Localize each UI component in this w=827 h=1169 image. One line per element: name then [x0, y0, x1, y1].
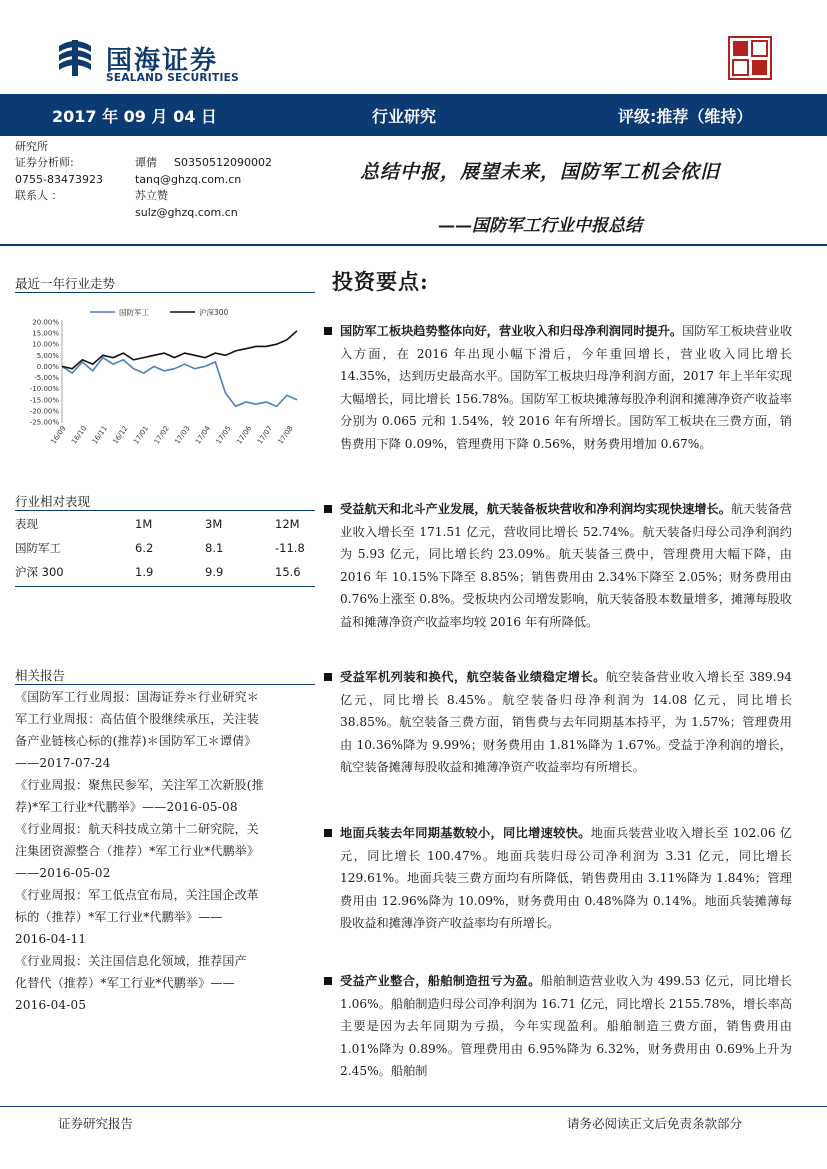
chart-legend [90, 307, 229, 317]
y-tick-label: 10.00% [32, 340, 59, 349]
key-point-lead: 国防军工板块趋势整体向好，营业收入和归母净利润同时提升。 [340, 324, 683, 338]
report-line: ——2017-07-24 [15, 756, 111, 770]
key-points-heading: 投资要点: [332, 269, 429, 294]
key-point-item [340, 822, 792, 935]
y-tick-label: -10.00% [29, 385, 59, 394]
key-point-lead: 受益航天和北斗产业发展，航天装备板块营收和净利润均实现快速增长。 [340, 502, 731, 516]
key-point-item [340, 320, 792, 456]
key-point-item [340, 666, 792, 779]
performance-table [15, 512, 315, 584]
report-title: 总结中报，展望未来，国防军工机会依旧 [360, 161, 721, 183]
industry-rating: 评级:推荐（维持） [618, 107, 753, 126]
legend-label-hs300: 沪深300 [199, 308, 229, 317]
key-point-body: 船舶制造营业收入为 499.53 亿元，同比增长 1.06%。船舶制造归母公司净利润为 16.71 亿元，同比增长 2155.78%，增长率高主要是因为去年同期为亏损，今年实现盈利。船舶制造三费方面，销售费用由 1.01%降为 0.89%。管理费用由 6.95%降为 6.32%，财务费用由 0.69%上升为 2.45%。船舶制 [340, 974, 792, 1079]
x-tick-label: 17/03 [173, 424, 192, 446]
y-tick-label: 15.00% [32, 329, 59, 338]
x-tick-label: 17/08 [276, 424, 295, 446]
bullet-icon [324, 829, 332, 837]
header-bar [0, 94, 827, 136]
x-tick-label: 17/01 [132, 424, 151, 446]
table-cell: 15.6 [275, 565, 301, 579]
report-line[interactable]: 《行业周报：军工低点宜布局，关注国企改革 [15, 888, 260, 902]
x-tick-label: 17/04 [193, 424, 213, 446]
x-tick-label: 16/09 [49, 424, 68, 446]
table-cell: 1.9 [135, 565, 154, 579]
x-tick-label: 16/11 [90, 424, 109, 446]
contact-name: 苏立赞 [135, 189, 168, 202]
brand-name-en: SEALAND SECURITIES [106, 72, 239, 84]
performance-divider-bottom [15, 586, 315, 587]
table-header-cell: 1M [135, 517, 153, 531]
key-point-item [340, 498, 792, 634]
key-point-lead: 受益军机列装和换代，航空装备业绩稳定增长。 [340, 670, 606, 684]
performance-heading: 行业相对表现 [15, 494, 91, 509]
industry-trend-chart [15, 300, 315, 460]
report-category: 行业研究 [372, 107, 437, 126]
table-header-cell: 表现 [15, 517, 38, 531]
y-tick-label: -15.00% [29, 396, 59, 405]
table-row [15, 536, 315, 560]
bullet-icon [324, 505, 332, 513]
report-line: ——2016-05-02 [15, 866, 111, 880]
footer-disclaimer[interactable]: 请务必阅读正文后免责条款部分 [567, 1116, 743, 1131]
y-tick-label: -5.00% [34, 374, 59, 383]
series-line-defense [62, 358, 297, 407]
bullet-icon [324, 977, 332, 985]
table-cell: 国防军工 [15, 541, 61, 555]
x-tick-label: 17/02 [152, 424, 171, 446]
x-tick-label: 16/12 [111, 424, 130, 446]
report-subtitle: ——国防军工行业中报总结 [438, 216, 642, 236]
contact-label: 联系人 ： [15, 189, 63, 202]
table-header-cell: 3M [205, 517, 223, 531]
institute-label: 研究所 [15, 140, 48, 153]
key-point-body: 航空装备营业收入增长至 389.94 亿元，同比增长 8.45%。航空装备归母净利润为 14.08 亿元，同比增长 38.85%。航空装备三费方面，销售费与去年同期基本持平，为 1.57%；管理费用由 10.36%降为 9.99%；财务费用由 1.81%降为 1.67%。受益于净利润的增长，航空装备摊薄每股收益和摊薄净资产收益率均有所增长。 [340, 670, 792, 775]
table-header-cell: 12M [275, 517, 300, 531]
bullet-icon [324, 673, 332, 681]
report-line[interactable]: 注集团资源整合（推荐）*军工行业*代鹏举》 [15, 844, 260, 858]
y-tick-label: 20.00% [32, 318, 59, 327]
research-seal-icon [728, 36, 772, 80]
key-point-body: 地面兵装营业收入增长至 102.06 亿元，同比增长 100.47%。地面兵装归母公司净利润为 3.31 亿元，同比增长 129.61%。地面兵装三费方面均有所降低，销售费用由 3.11%降为 1.84%；管理费用由 12.96%降为 10.09%，财务费用由 0.48%降为 0.14%。地面兵装摊薄每股收益和摊薄净资产收益率均有所增长。 [340, 826, 792, 931]
y-tick-label: 5.00% [36, 351, 59, 360]
x-tick-label: 17/06 [235, 424, 254, 446]
y-tick-label: -20.00% [29, 407, 59, 416]
x-tick-label: 16/10 [70, 424, 89, 446]
analyst-email[interactable]: tanq@ghzq.com.cn [135, 173, 242, 186]
related-reports-heading: 相关报告 [15, 668, 66, 683]
report-line: 2016-04-11 [15, 932, 87, 946]
table-cell: 9.9 [205, 565, 224, 579]
report-line[interactable]: 《行业周报：关注国信息化领域，推荐国产 [15, 954, 247, 968]
reports-divider [15, 684, 315, 685]
table-cell: 8.1 [205, 541, 224, 555]
footer-divider [0, 1106, 827, 1107]
performance-divider-top [15, 510, 315, 511]
analyst-name: 谭倩 [135, 156, 157, 169]
header-divider [0, 244, 827, 246]
report-line[interactable]: 化替代（推荐）*军工行业*代鹏举》—— [15, 976, 235, 990]
footer-left-label: 证券研究报告 [58, 1116, 134, 1131]
trend-divider [15, 292, 315, 293]
y-tick-label: 0.00% [36, 362, 59, 371]
table-cell: 6.2 [135, 541, 154, 555]
y-tick-label: -25.00% [29, 418, 59, 427]
report-line[interactable]: 备产业链核心标的(推荐)＊国防军工＊谭倩》 [15, 734, 257, 748]
key-point-lead: 地面兵装去年同期基数较小，同比增速较快。 [340, 826, 591, 840]
related-reports-list [15, 686, 315, 1016]
x-tick-label: 17/05 [214, 424, 233, 446]
key-point-body: 国防军工板块营业收入方面，在 2016 年出现小幅下滑后，今年重回增长，营业收入同比增长 14.35%，达到历史最高水平。国防军工板块归母净利润方面，2017 年上半年实现大幅增长，同比增长 156.78%。国防军工板块摊薄每股净利润和摊薄净资产收益率分别为 0.065 元和 1.54%，较 2016 年有所增长。国防军工板块在三费方面，销售费用下降 0.09%，管理费用下降 0.56%，财务费用增加 0.67%。 [340, 324, 793, 451]
analyst-phone: 0755-83473923 [15, 173, 103, 186]
report-date: 2017 年 09 月 04 日 [52, 107, 217, 126]
x-tick-label: 17/07 [255, 424, 275, 446]
key-point-lead: 受益产业整合，船舶制造扭亏为盈。 [340, 974, 541, 988]
report-line[interactable]: 《行业周报：航天科技成立第十二研究院，关 [15, 822, 260, 836]
contact-email[interactable]: sulz@ghzq.com.cn [135, 206, 238, 219]
brand-name-cn: 国海证券 [106, 46, 219, 76]
report-line[interactable]: 军工行业周报：高估值个股继续承压，关注装 [15, 712, 260, 726]
trend-heading: 最近一年行业走势 [15, 276, 116, 291]
report-line: 2016-04-05 [15, 998, 87, 1012]
table-cell: -11.8 [275, 541, 305, 555]
key-point-item [340, 970, 792, 1083]
analyst-label: 证券分析师: [15, 156, 74, 169]
sealand-logo-icon [55, 38, 95, 78]
table-row [15, 560, 315, 584]
table-row [15, 512, 315, 536]
legend-label-defense: 国防军工 [119, 308, 149, 317]
key-point-body: 航天装备营业收入增长至 171.51 亿元，营收同比增长 52.74%。航天装备归母公司净利润约为 5.93 亿元，同比增长约 23.09%。航天装备三费中，管理费用大幅下降，由 2016 年 10.15%下降至 8.85%；销售费用由 2.34%下降至 2.05%；财务费用由 0.76%上涨至 0.8%。受板块内公司增发影响，航天装备股本数量增多，摊薄每股收益和摊薄净资产收益率均较 2016 年有所降低。 [340, 502, 793, 629]
bullet-icon [324, 327, 332, 335]
report-line[interactable]: 标的（推荐）*军工行业*代鹏举》—— [15, 910, 223, 924]
report-line[interactable]: 《国防军工行业周报：国海证券＊行业研究＊ [15, 690, 260, 704]
table-cell: 沪深 300 [15, 565, 64, 579]
series-line-hs300 [62, 331, 297, 369]
analyst-id: S0350512090002 [174, 156, 272, 169]
report-line[interactable]: 《行业周报：聚焦民参军，关注军工次新股(推 [15, 778, 264, 792]
report-line[interactable]: 荐)*军工行业*代鹏举》——2016-05-08 [15, 800, 238, 814]
